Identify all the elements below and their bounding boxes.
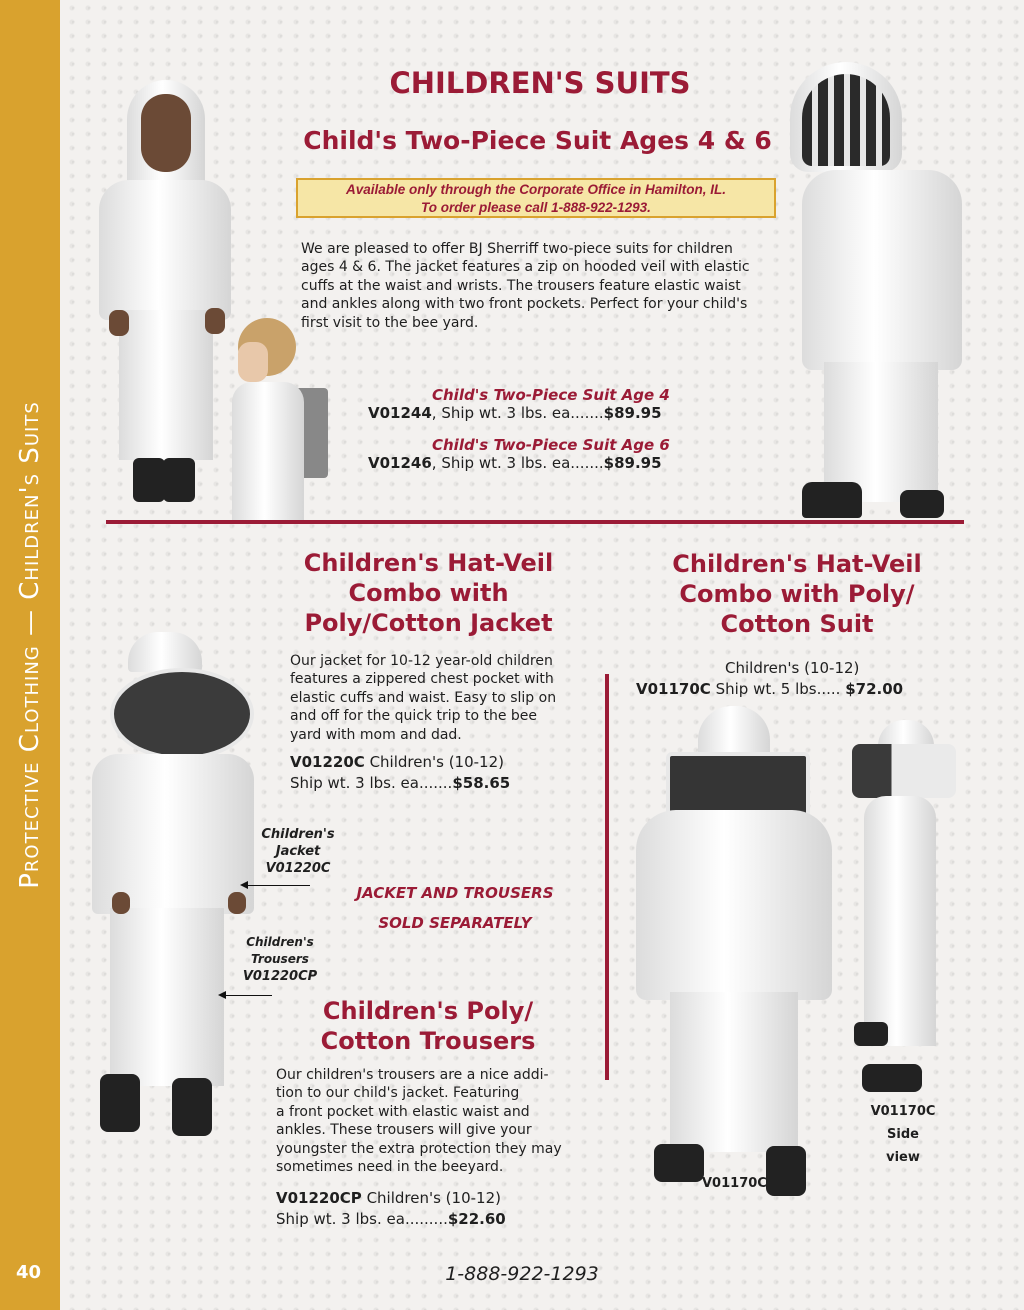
sidebar-section-title: Protective Clothing — Children's Suits — [15, 401, 45, 889]
heading-line: Combo with — [348, 579, 509, 607]
ship-detail: , Ship wt. 3 lbs. ea....... — [431, 404, 604, 422]
callout-line: Jacket — [275, 844, 321, 859]
description-line: sometimes need in the beeyard. — [276, 1159, 504, 1176]
order-notice — [296, 178, 776, 218]
notice-line: Available only through the Corporate Office in Hamilton, IL. — [345, 182, 727, 197]
column-divider — [605, 674, 609, 1080]
callout-line: SOLD SEPARATELY — [378, 914, 532, 932]
callout-line: V01220CP — [242, 969, 318, 984]
section-subtitle: Child's Two-Piece Suit Ages 4 & 6 — [303, 126, 772, 155]
trousers-arrow — [222, 995, 272, 996]
sku-suffix: Children's (10-12) — [361, 1189, 501, 1207]
caption-side — [868, 1100, 938, 1169]
size-line: Children's (10-12) — [725, 659, 860, 677]
heading-line: Combo with Poly/ — [679, 580, 915, 608]
callout-line: Children's — [246, 935, 314, 949]
description-line: cuffs at the waist and wrists. The trousers feature elastic waist — [301, 277, 741, 294]
description-line: and ankles along with two front pockets. Perfect for your child's — [301, 296, 748, 313]
caption-front: V01170C — [702, 1176, 767, 1191]
sku: V01246 — [368, 454, 432, 472]
photo-child-two-piece-side — [228, 318, 328, 520]
full-suit-price-block — [636, 658, 926, 700]
trousers-price-block — [276, 1188, 506, 1230]
callout-line: Trousers — [251, 952, 309, 966]
heading-line: Poly/Cotton Jacket — [304, 609, 553, 637]
jacket-callout-label — [258, 826, 338, 877]
callout-line: Children's — [261, 827, 335, 842]
heading-line: Children's Hat-Veil — [672, 550, 922, 578]
heading-line: Cotton Suit — [720, 610, 874, 638]
sku: V01244 — [368, 404, 432, 422]
heading-line: Children's Poly/ — [322, 997, 534, 1025]
notice-line: To order please call 1-888-922-1293. — [421, 200, 651, 215]
price-line — [368, 404, 708, 422]
sku-suffix: Children's (10-12) — [364, 753, 504, 771]
callout-line: V01220C — [265, 861, 331, 876]
footer-phone: 1-888-922-1293 — [445, 1263, 599, 1285]
jacket-arrow — [244, 885, 310, 886]
price: $72.00 — [845, 680, 904, 698]
item-title: Child's Two-Piece Suit Age 6 — [432, 436, 670, 454]
jacket-description — [290, 652, 580, 744]
description-line: a front pocket with elastic waist and — [276, 1103, 530, 1120]
photo-child-hooded-veil — [790, 62, 965, 520]
heading-line: Cotton Trousers — [320, 1027, 536, 1055]
price: $89.95 — [603, 404, 662, 422]
description-line: Our children's trousers are a nice addi- — [276, 1067, 549, 1083]
item-title: Child's Two-Piece Suit Age 4 — [432, 386, 670, 404]
description-line: ankles. These trousers will give your — [276, 1122, 532, 1139]
price: $22.60 — [447, 1210, 506, 1228]
heading-line: Children's Hat-Veil — [303, 549, 554, 577]
caption-line: Side view — [886, 1127, 920, 1165]
sku: V01220C — [290, 753, 365, 771]
sold-separately-note — [330, 878, 580, 938]
trousers-heading — [298, 996, 558, 1056]
description-line: first visit to the bee yard. — [301, 314, 479, 331]
photo-child-jacket-trousers — [88, 632, 258, 1142]
description-line: youngster the extra protection they may — [276, 1140, 562, 1157]
description-line: features a zippered chest pocket with — [290, 671, 554, 688]
full-suit-heading — [652, 549, 942, 639]
description-line: Our jacket for 10-12 year-old children — [290, 653, 553, 669]
trousers-description — [276, 1066, 580, 1176]
section-divider — [106, 520, 964, 524]
description-line: elastic cuffs and waist. Easy to slip on — [290, 689, 557, 706]
price-line — [368, 454, 708, 472]
price-line — [290, 752, 510, 773]
ship-detail: , Ship wt. 3 lbs. ea....... — [431, 454, 604, 472]
price-line — [290, 773, 510, 794]
price-line — [636, 679, 926, 700]
description-line: and off for the quick trip to the bee — [290, 708, 537, 725]
price-line — [276, 1209, 506, 1230]
page-title: CHILDREN'S SUITS — [389, 66, 691, 100]
jacket-price-block — [290, 752, 510, 794]
description-line: yard with mom and dad. — [290, 726, 462, 743]
sku: V01220CP — [276, 1189, 362, 1207]
sku: V01170C — [636, 680, 711, 698]
ship-detail: Ship wt. 3 lbs. ea....... — [290, 774, 453, 792]
description-line: tion to our child's jacket. Featuring — [276, 1085, 520, 1102]
ship-detail: Ship wt. 3 lbs. ea......... — [276, 1210, 448, 1228]
photo-child-two-piece-front — [95, 80, 235, 505]
callout-line: JACKET AND TROUSERS — [356, 884, 554, 902]
jacket-heading — [286, 548, 571, 638]
ship-detail: Ship wt. 5 lbs..... — [710, 680, 841, 698]
two-piece-description — [301, 240, 781, 332]
two-piece-price-list — [368, 386, 708, 472]
photo-child-full-suit-side — [850, 720, 958, 1094]
price-line — [276, 1188, 506, 1209]
description-line: We are pleased to offer BJ Sherriff two-piece suits for children — [301, 241, 733, 257]
description-line: ages 4 & 6. The jacket features a zip on hooded veil with elastic — [301, 259, 750, 276]
price: $89.95 — [603, 454, 662, 472]
price: $58.65 — [452, 774, 511, 792]
page-number: 40 — [16, 1262, 42, 1283]
caption-line: V01170C — [870, 1104, 936, 1119]
photo-child-full-suit-front — [636, 706, 832, 1198]
trousers-callout-label — [240, 934, 320, 985]
